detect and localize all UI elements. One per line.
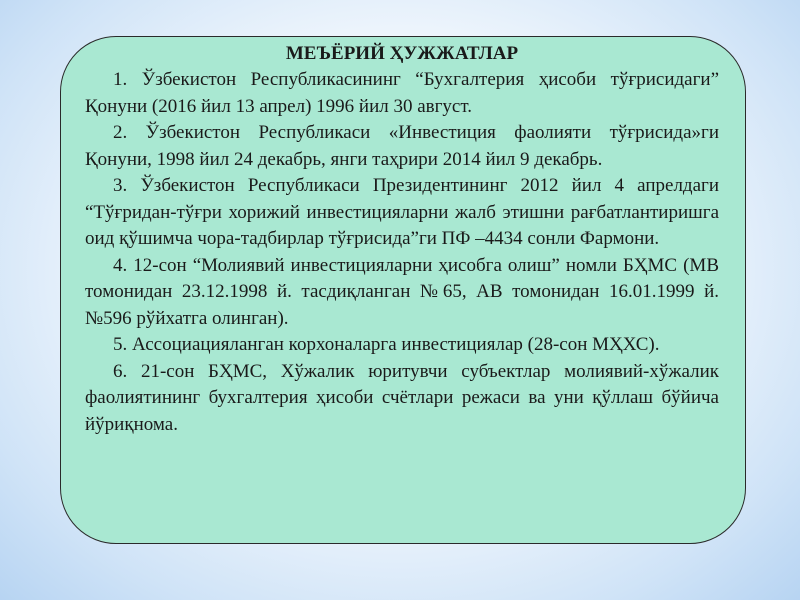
list-item: 5. Ассоциацияланган корхоналарга инвестициялар (28-сон МҲХС). xyxy=(113,334,660,355)
list-item: 2. Ўзбекистон Республикаси «Инвестиция фаолияти тўғрисида»ги Қонуни, 1998 йил 24 декабрь, янги таҳрири 2014 йил 9 декабрь. xyxy=(85,122,719,170)
list-item: 6. 21-сон БҲМС, Хўжалик юритувчи субъектлар молиявий-хўжалик фаолиятининг бухгалтерия ҳисоби счётлари режаси ва уни қўллаш бўйича йўриқнома. xyxy=(85,360,719,435)
list-item: 3. Ўзбекистон Республикаси Президентининг 2012 йил 4 апрелдаги “Тўғридан-тўғри хорижий инвестицияларни жалб этишни рағбатлантиришга оид қўшимча чора-тадбирлар тўғрисида”ги ПФ –4434 сонли Фармони. xyxy=(85,175,719,249)
list-item: 4. 12-сон “Молиявий инвестицияларни ҳисобга олиш” номли БҲМС (МВ томонидан 23.12.1998 й. тасдиқланган №65, АВ томонидан 16.01.1999 й. №596 рўйхатга олинган). xyxy=(85,254,719,329)
list-item: 1. Ўзбекистон Республикасининг “Бухгалтерия ҳисоби тўғрисидаги” Қонуни (2016 йил 13 апрел) 1996 йил 30 август. xyxy=(85,69,719,117)
document-title: МЕЪЁРИЙ ҲУЖЖАТЛАР xyxy=(285,43,519,64)
document-card xyxy=(60,36,746,544)
